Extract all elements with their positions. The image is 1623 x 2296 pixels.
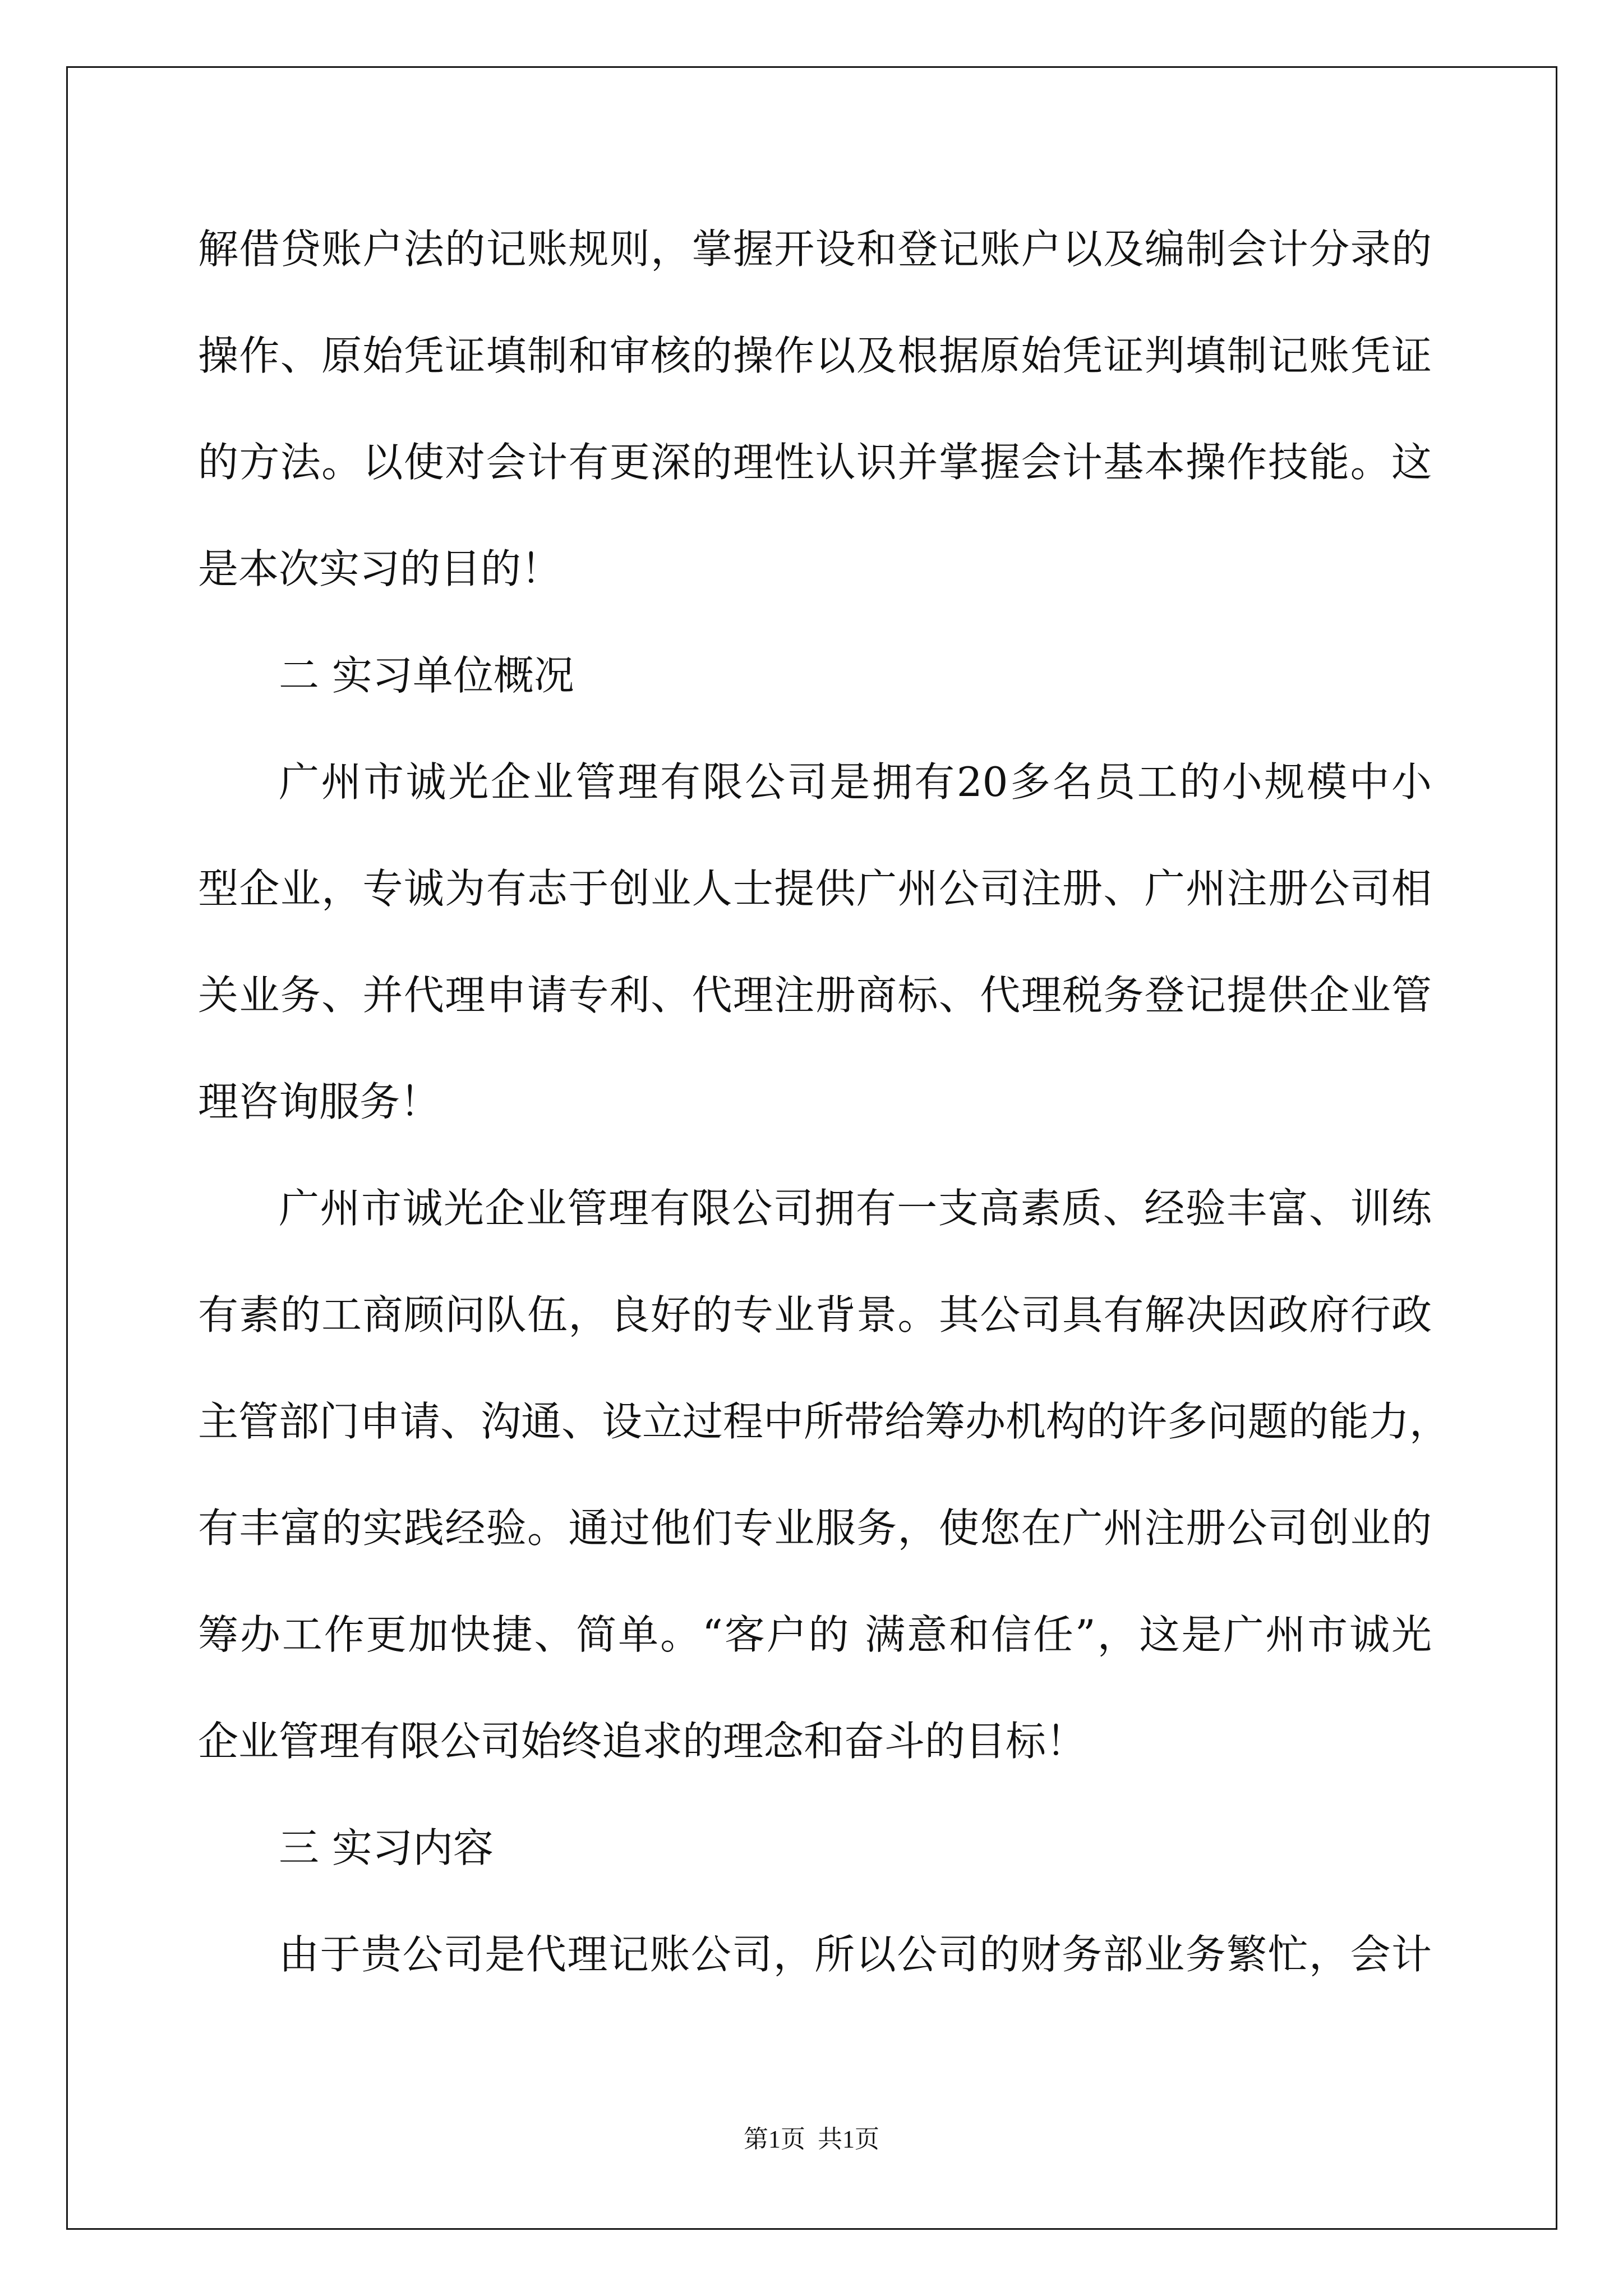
paragraph-line: 企业管理有限公司始终追求的理念和奋斗的目标！ [198, 1718, 1087, 1765]
paragraph-line: 操作、原始凭证填制和审核的操作以及根据原始凭证判填制记账凭证 [198, 332, 1432, 379]
paragraph-line: 广州市诚光企业管理有限公司是拥有20多名员工的小规模中小 [279, 758, 1432, 806]
paragraph-line: 主管部门申请、沟通、设立过程中所带给筹办机构的许多问题的能力， [198, 1398, 1450, 1445]
paragraph-line: 由于贵公司是代理记账公司，所以公司的财务部业务繁忙，会计 [279, 1931, 1432, 1978]
paragraph-line: 解借贷账户法的记账规则，掌握开设和登记账户以及编制会计分录的 [198, 226, 1432, 273]
paragraph-line: 关业务、并代理申请专利、代理注册商标、代理税务登记提供企业管 [198, 972, 1432, 1019]
paragraph-line: 有素的工商顾问队伍，良好的专业背景。其公司具有解决因政府行政 [198, 1291, 1432, 1338]
paragraph-line: 广州市诚光企业管理有限公司拥有一支高素质、经验丰富、训练 [279, 1185, 1432, 1232]
paragraph-line: 筹办工作更加快捷、简单。“客户的 满意和信任”，这是广州市诚光 [198, 1611, 1432, 1658]
section-heading: 二 实习单位概况 [279, 652, 574, 699]
paragraph-line: 有丰富的实践经验。通过他们专业服务，使您在广州注册公司创业的 [198, 1504, 1432, 1552]
paragraph-line: 的方法。以使对会计有更深的理性认识并掌握会计基本操作技能。这 [198, 439, 1432, 486]
document-body [198, 196, 1450, 2008]
paragraph-line: 理咨询服务！ [198, 1078, 441, 1125]
page-number-footer: 第1页 共1页 [744, 2125, 879, 2153]
paragraph-line: 是本次实习的目的！ [198, 545, 562, 592]
section-heading: 三 实习内容 [279, 1824, 494, 1871]
paragraph-line: 型企业，专诚为有志于创业人士提供广州公司注册、广州注册公司相 [198, 865, 1432, 912]
